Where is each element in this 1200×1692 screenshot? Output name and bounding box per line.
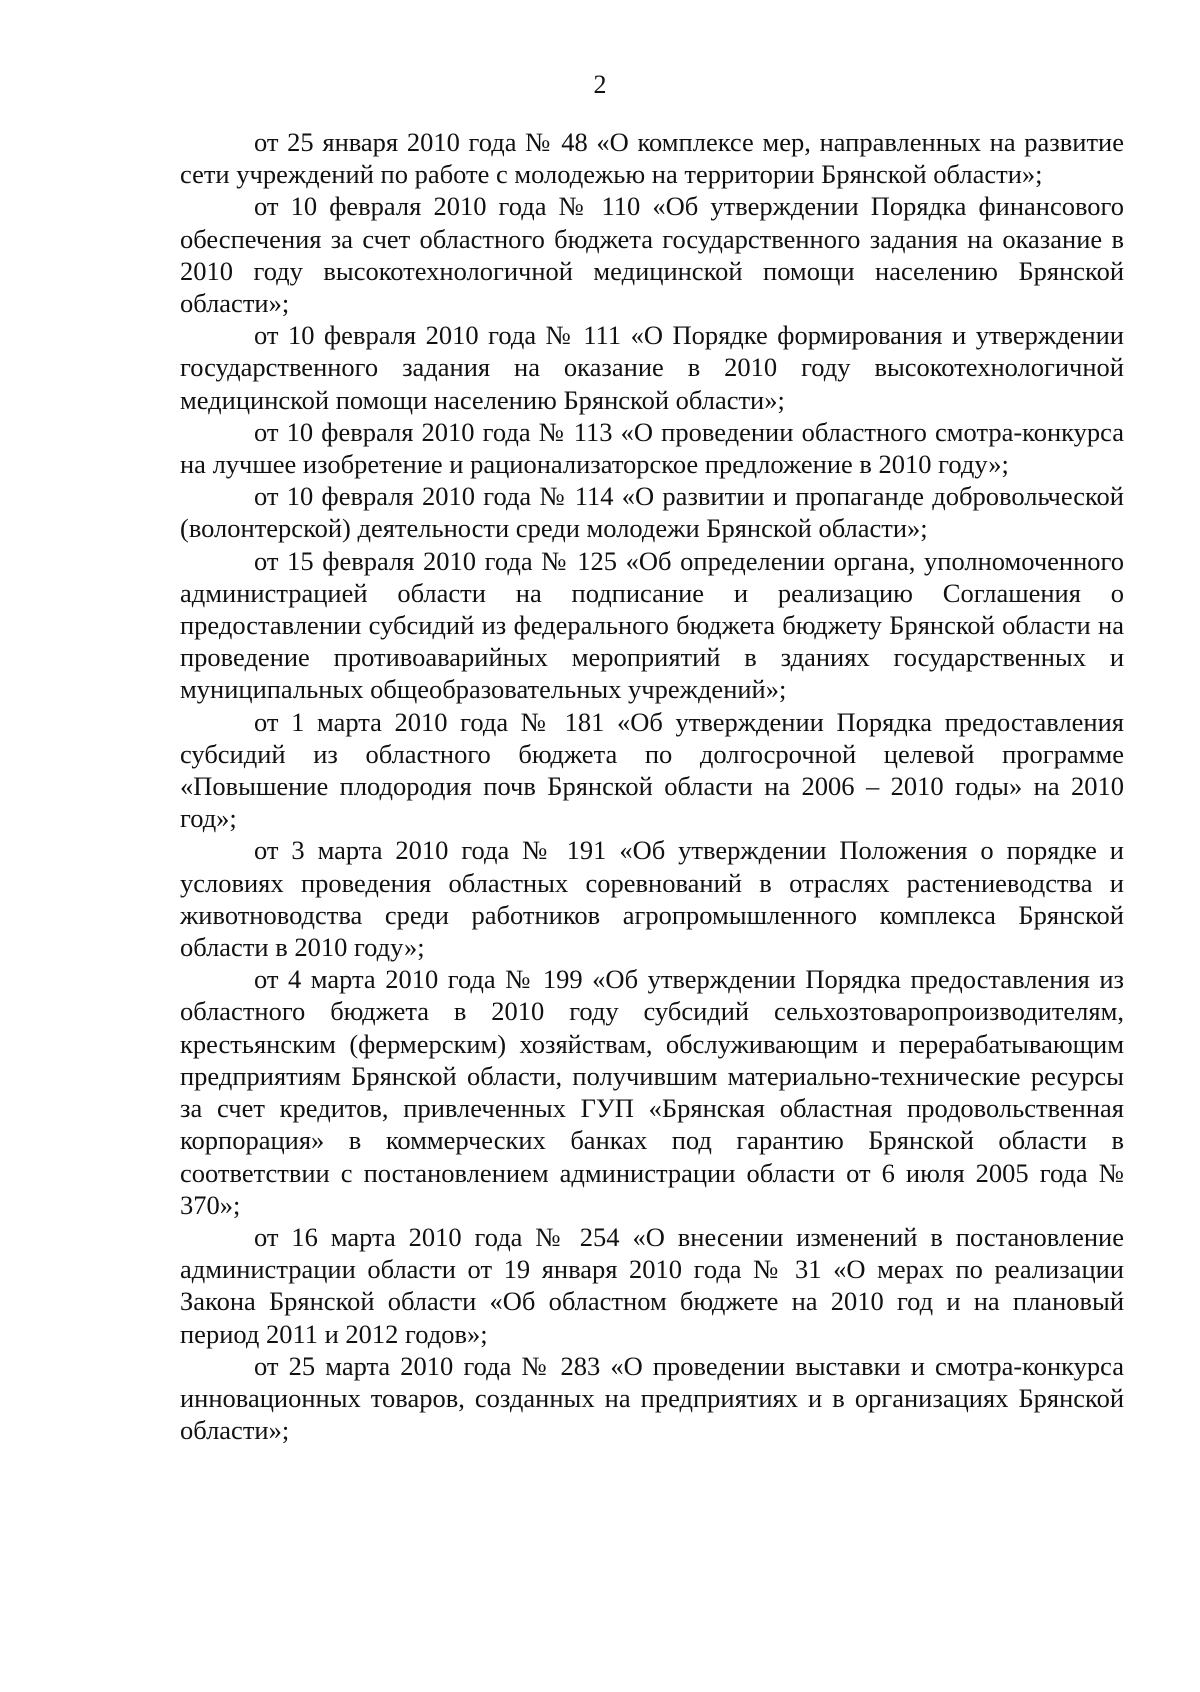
list-item: от 1 марта 2010 года № 181 «Об утверждении Порядка предоставления субсидий из областного бюджета по долгосрочной целевой программе «Повышение плодородия почв Брянской области на 2006 – 2010 годы» на 2010 год»; [180, 706, 1124, 834]
list-item: от 25 марта 2010 года № 283 «О проведении выставки и смотра-конкурса инновационных товаров, созданных на предприятиях и в организациях Брянской области»; [180, 1350, 1124, 1446]
list-item: от 10 февраля 2010 года № 114 «О развитии и пропаганде добровольческой (волонтерской) деятельности среди молодежи Брянской области»; [180, 481, 1124, 544]
list-item: от 10 февраля 2010 года № 111 «О Порядке формирования и утверждении государственного задания на оказание в 2010 году высокотехнологичной медицинской помощи населению Брянской области»; [180, 320, 1124, 415]
document-body [180, 126, 1124, 1446]
list-item: от 15 февраля 2010 года № 125 «Об определении органа, уполномоченного администрацией области на подписание и реализацию Соглашения о предоставлении субсидий из федерального бюджета бюджету Брянской области на проведение противоаварийных мероприятий в зданиях государственных и муниципальных общеобразовательных учреждений»; [180, 545, 1124, 705]
list-item: от 10 февраля 2010 года № 110 «Об утверждении Порядка финансового обеспечения за счет областного бюджета государственного задания на оказание в 2010 году высокотехнологичной медицинской помощи населению Брянской области»; [180, 191, 1124, 319]
list-item: от 4 марта 2010 года № 199 «Об утверждении Порядка предоставления из областного бюджета в 2010 году субсидий сельхозтоваропроизводителям, крестьянским (фермерским) хозяйствам, обслуживающим и перерабатывающим предприятиям Брянской области, получившим материально-технические ресурсы за счет кредитов, привлеченных ГУП «Брянская областная продовольственная корпорация» в коммерческих банках под гарантию Брянской области в соответствии с постановлением администрации области от 6 июля 2005 года № 370»; [180, 964, 1124, 1220]
page-number: 2 [593, 70, 607, 99]
list-item: от 3 марта 2010 года № 191 «Об утверждении Положения о порядке и условиях проведения областных соревнований в отраслях растениеводства и животноводства среди работников агропромышленного комплекса Брянской области в 2010 году»; [180, 835, 1124, 963]
list-item: от 25 января 2010 года № 48 «О комплексе мер, направленных на развитие сети учреждений по работе с молодежью на территории Брянской области»; [180, 127, 1124, 190]
list-item: от 10 февраля 2010 года № 113 «О проведении областного смотра-конкурса на лучшее изобретение и рационализаторское предложение в 2010 году»; [180, 416, 1124, 480]
list-item: от 16 марта 2010 года № 254 «О внесении изменений в постановление администрации области от 19 января 2010 года № 31 «О мерах по реализации Закона Брянской области «Об областном бюджете на 2010 год и на плановый период 2011 и 2012 годов»; [180, 1221, 1124, 1349]
